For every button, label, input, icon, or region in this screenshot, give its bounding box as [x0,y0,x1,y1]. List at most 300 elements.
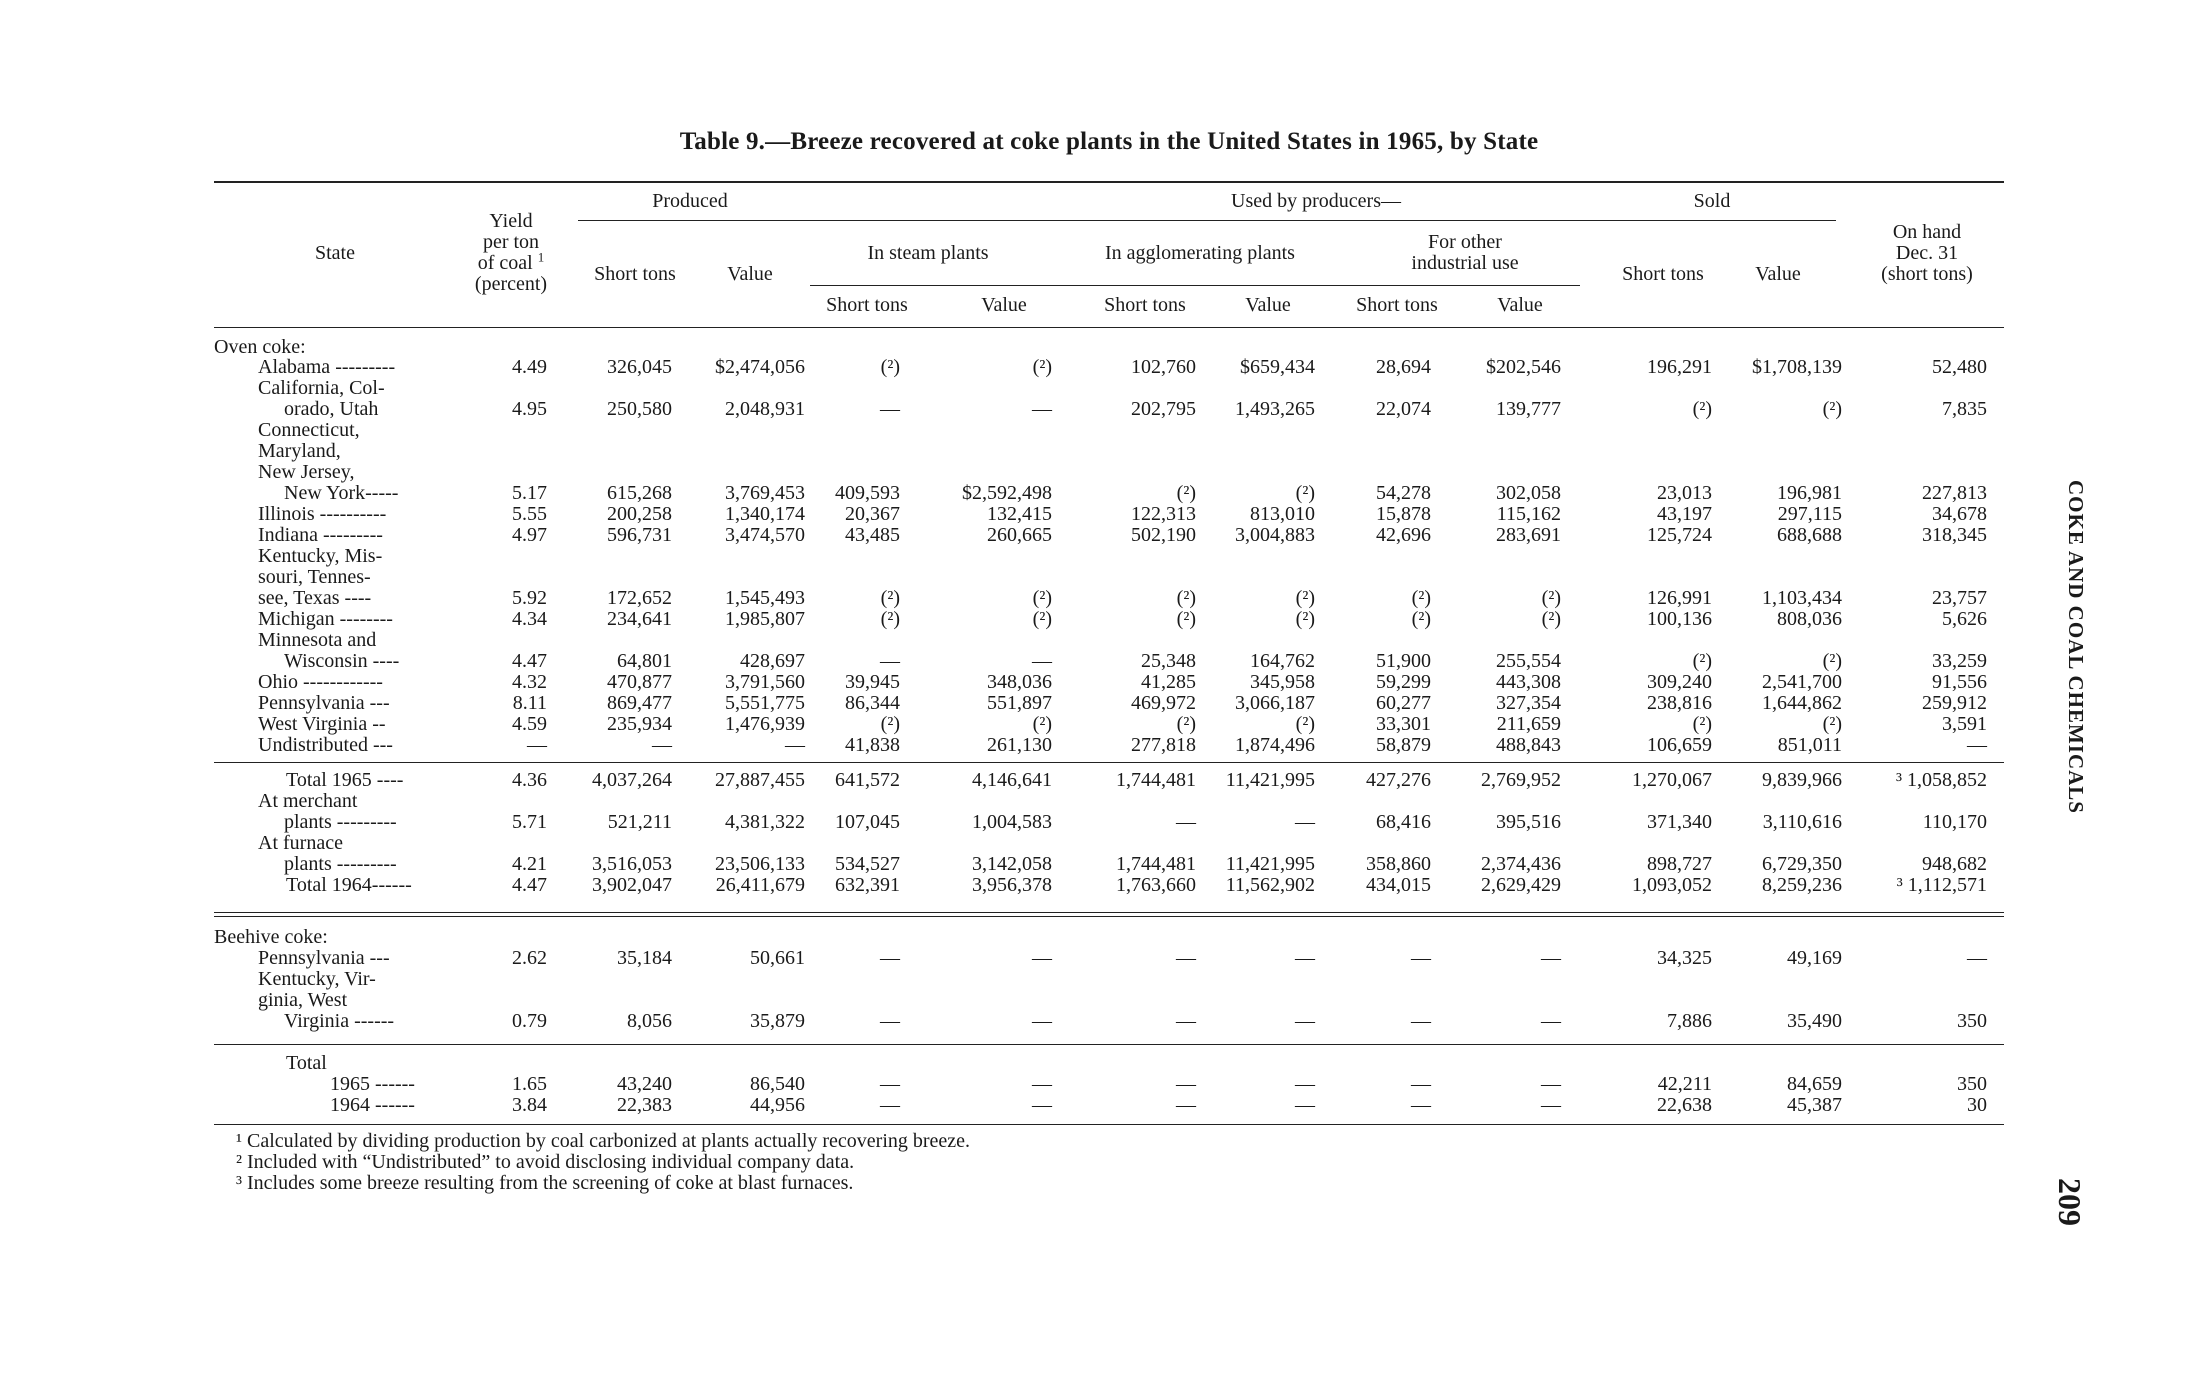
table-cell: (²) [1822,713,1842,735]
table-cell: 3,066,187 [1235,692,1315,714]
table-cell: $2,592,498 [962,482,1052,504]
header-yield-line-3-text: of coal [477,252,533,274]
table-cell: 4.97 [512,524,547,546]
table-cell: 261,130 [987,734,1052,756]
table-cell: 22,383 [617,1094,672,1116]
table-cell: 34,325 [1657,947,1712,969]
table-cell: 9,839,966 [1762,769,1842,791]
table-cell: 521,211 [607,811,672,833]
table-cell: 42,211 [1657,1073,1712,1095]
table-cell: — [880,1073,900,1095]
table-cell: 277,818 [1131,734,1196,756]
table-cell: 5.55 [512,503,547,525]
table-cell: 211,659 [1496,713,1561,735]
table-cell: 86,344 [845,692,900,714]
table-cell: 596,731 [607,524,672,546]
table-cell: 5,551,775 [725,692,805,714]
table-cell: 4.49 [512,356,547,378]
table-cell: (²) [1295,608,1315,630]
table-cell: 91,556 [1932,671,1987,693]
table-cell: 26,411,679 [715,874,805,896]
table-cell: 348,036 [987,671,1052,693]
table-cell: — [1176,1073,1196,1095]
table-cell: 302,058 [1496,482,1561,504]
header-group-underline [578,220,1836,221]
table-cell: 1,093,052 [1632,874,1712,896]
table-cell: 632,391 [835,874,900,896]
table-cell: 1,763,660 [1116,874,1196,896]
table-cell: 49,169 [1787,947,1842,969]
table-cell: 309,240 [1647,671,1712,693]
table-cell: 488,843 [1496,734,1561,756]
table-cell: 164,762 [1250,650,1315,672]
header-for-other-line-1: For other [1428,231,1502,253]
table-cell: 234,641 [607,608,672,630]
table-cell: 4.34 [512,608,547,630]
row-label: Michigan -------- [258,608,393,630]
table-cell: 428,697 [740,650,805,672]
row-label: New Jersey, [258,461,355,483]
row-label: Illinois ---------- [258,503,387,525]
table-cell: — [880,650,900,672]
table-cell: 11,421,995 [1225,853,1315,875]
table-cell: 427,276 [1366,769,1431,791]
table-cell: 502,190 [1131,524,1196,546]
table-cell: (²) [1032,608,1052,630]
header-agglom-short-tons: Short tons [1104,294,1186,316]
footnotes [236,1131,970,1194]
table-cell: — [1176,1094,1196,1116]
table-cell: 60,277 [1376,692,1431,714]
table-cell: 2.62 [512,947,547,969]
table-cell: — [1032,398,1052,420]
table-cell: 255,554 [1496,650,1561,672]
table-cell: 35,184 [617,947,672,969]
row-label: Maryland, [258,440,341,462]
table-cell: — [1411,1094,1431,1116]
table-cell: 100,136 [1647,608,1712,630]
table-cell: 2,374,436 [1481,853,1561,875]
table-cell: 44,956 [750,1094,805,1116]
table-cell: — [1295,1094,1315,1116]
table-cell: ³ 1,112,571 [1896,874,1987,896]
table-cell: — [652,734,672,756]
section-oven-coke: Oven coke: [214,336,306,358]
table-cell: 45,387 [1787,1094,1842,1116]
table-cell: (²) [1541,587,1561,609]
table-cell: 1,004,583 [972,811,1052,833]
table-cell: 35,490 [1787,1010,1842,1032]
table-cell: (²) [1295,587,1315,609]
row-label: Wisconsin ---- [284,650,400,672]
table-cell: 1,744,481 [1116,853,1196,875]
header-yield-line-3 [448,249,574,274]
table-cell: 132,415 [987,503,1052,525]
table-cell: (²) [1295,482,1315,504]
table-cell: 200,258 [607,503,672,525]
table-cell: 1,874,496 [1235,734,1315,756]
header-yield-line-4: (percent) [474,273,548,295]
table-cell: (²) [1176,587,1196,609]
table-cell: 8,259,236 [1762,874,1842,896]
table-cell: 2,048,931 [725,398,805,420]
header-sold: Sold [1693,190,1731,212]
table-cell: 0.79 [512,1010,547,1032]
table-cell: 52,480 [1932,356,1987,378]
table-cell: 3,769,453 [725,482,805,504]
table-cell: 172,652 [607,587,672,609]
table-cell: — [1176,947,1196,969]
table-cell: 33,301 [1376,713,1431,735]
header-yield-footnote-ref: 1 [537,249,545,265]
table-cell: 371,340 [1647,811,1712,833]
table-cell: 107,045 [835,811,900,833]
table-cell: 238,816 [1647,692,1712,714]
row-label: Total 1965 ---- [286,769,404,791]
row-label: Ohio ------------ [258,671,383,693]
table-cell: 4.21 [512,853,547,875]
table-cell: 125,724 [1647,524,1712,546]
table-cell: 102,760 [1131,356,1196,378]
table-cell: 2,769,952 [1481,769,1561,791]
table-cell: 2,629,429 [1481,874,1561,896]
table-cell: — [527,734,547,756]
table-top-rule [214,181,2004,183]
table-cell: 59,299 [1376,671,1431,693]
row-label: New York----- [284,482,399,504]
row-label: California, Col- [258,377,385,399]
table-cell: 122,313 [1131,503,1196,525]
table-cell: (²) [880,608,900,630]
table-cell: 4,146,641 [972,769,1052,791]
table-title: Table 9.—Breeze recovered at coke plants in the United States in 1965, by State [679,128,1539,155]
table-cell: 35,879 [750,1010,805,1032]
table-cell: 202,795 [1131,398,1196,420]
table-cell: 3,516,053 [592,853,672,875]
row-label: 1965 ------ [330,1073,415,1095]
table-cell: 3,791,560 [725,671,805,693]
table-cell: 4.47 [512,874,547,896]
row-label: West Virginia -- [258,713,386,735]
row-label: Undistributed --- [258,734,393,756]
table-cell: — [1411,1010,1431,1032]
table-cell: 283,691 [1496,524,1561,546]
table-cell: 615,268 [607,482,672,504]
table-cell: 23,506,133 [715,853,805,875]
table-cell: 869,477 [607,692,672,714]
table-cell: — [880,1010,900,1032]
header-agglom-value: Value [1245,294,1291,316]
table-cell: 1,644,862 [1762,692,1842,714]
table-cell: $1,708,139 [1752,356,1842,378]
row-label: plants --------- [284,853,397,875]
table-cell: 4.47 [512,650,547,672]
table-cell: (²) [1411,587,1431,609]
table-cell: 43,485 [845,524,900,546]
table-cell: 41,838 [845,734,900,756]
table-cell: 58,879 [1376,734,1431,756]
table-cell: — [1032,650,1052,672]
table-cell: (²) [880,713,900,735]
table-cell: 4.36 [512,769,547,791]
row-label: At furnace [258,832,343,854]
table-cell: 395,516 [1496,811,1561,833]
table-cell: — [1541,947,1561,969]
table-cell: (²) [1176,713,1196,735]
table-cell: — [1032,1094,1052,1116]
header-produced: Produced [652,190,728,212]
row-label: souri, Tennes- [258,566,371,588]
table-cell: — [1176,1010,1196,1032]
header-used-by-producers: Used by producers— [1231,190,1401,212]
table-cell: 43,197 [1657,503,1712,525]
table-cell: 1,476,939 [725,713,805,735]
table-cell: 1.65 [512,1073,547,1095]
table-cell: (²) [1032,356,1052,378]
header-for-other-industrial-use [1360,232,1570,274]
header-on-hand-line-2: Dec. 31 [1895,242,1959,264]
table-cell: (²) [1822,398,1842,420]
table-cell: — [1032,1010,1052,1032]
table-cell: 4,037,264 [592,769,672,791]
header-yield-line-1: Yield [489,210,533,232]
table-cell: 7,835 [1942,398,1987,420]
header-bottom-rule [214,327,2004,328]
row-label: Kentucky, Mis- [258,545,383,567]
table-cell: — [1967,734,1987,756]
header-in-agglomerating-plants: In agglomerating plants [1105,242,1295,264]
table-cell: 1,340,174 [725,503,805,525]
table-cell: — [880,1094,900,1116]
table-cell: 851,011 [1777,734,1842,756]
row-label: Minnesota and [258,629,377,651]
table-cell: 39,945 [845,671,900,693]
header-for-other-line-2: industrial use [1411,252,1519,274]
table-cell: 260,665 [987,524,1052,546]
row-label: Indiana --------- [258,524,383,546]
table-cell: — [785,734,805,756]
table-cell: 227,813 [1922,482,1987,504]
beehive-total-separator [214,1044,2004,1045]
table-cell: — [1967,947,1987,969]
table-cell: 1,103,434 [1762,587,1842,609]
table-cell: 259,912 [1922,692,1987,714]
table-cell: 327,354 [1496,692,1561,714]
table-cell: 297,115 [1777,503,1842,525]
table-cell: 3,902,047 [592,874,672,896]
table-cell: 409,593 [835,482,900,504]
table-cell: (²) [1176,608,1196,630]
header-subgroup-underline [810,285,1580,286]
table-cell: 5.92 [512,587,547,609]
table-cell: 139,777 [1496,398,1561,420]
running-head: COKE AND COAL CHEMICALS [2064,480,2088,814]
header-produced-value: Value [727,263,773,285]
table-cell: ³ 1,058,852 [1896,769,1987,791]
table-cell: 106,659 [1647,734,1712,756]
table-cell: (²) [1541,608,1561,630]
table-cell: — [1295,1073,1315,1095]
table-cell: — [880,398,900,420]
table-cell: — [1032,947,1052,969]
header-in-steam-plants: In steam plants [867,242,989,264]
table-cell: — [1295,811,1315,833]
table-cell: 469,972 [1131,692,1196,714]
table-cell: 126,991 [1647,587,1712,609]
table-cell: — [1411,1073,1431,1095]
table-cell: 51,900 [1376,650,1431,672]
header-other-short-tons: Short tons [1356,294,1438,316]
table-cell: 22,638 [1657,1094,1712,1116]
table-cell: — [1541,1094,1561,1116]
header-steam-value: Value [981,294,1027,316]
page-number: 209 [2052,1178,2088,1226]
table-cell: 43,240 [617,1073,672,1095]
table-cell: 115,162 [1496,503,1561,525]
table-cell: 23,757 [1932,587,1987,609]
table-cell: 23,013 [1657,482,1712,504]
table-cell: 7,886 [1667,1010,1712,1032]
table-cell: — [1032,1073,1052,1095]
table-cell: (²) [1692,650,1712,672]
table-cell: 25,348 [1141,650,1196,672]
table-cell: 3.84 [512,1094,547,1116]
table-cell: 470,877 [607,671,672,693]
table-cell: 534,527 [835,853,900,875]
header-steam-short-tons: Short tons [826,294,908,316]
row-label: At merchant [258,790,358,812]
table-cell: 235,934 [607,713,672,735]
table-cell: (²) [880,356,900,378]
table-cell: 813,010 [1250,503,1315,525]
table-cell: 5,626 [1942,608,1987,630]
header-on-hand [1862,222,1992,285]
table-cell: 1,545,493 [725,587,805,609]
table-cell: 898,727 [1647,853,1712,875]
table-cell: 8.11 [512,692,547,714]
row-label: plants --------- [284,811,397,833]
table-cell: 196,981 [1777,482,1842,504]
table-cell: 434,015 [1366,874,1431,896]
table-cell: 345,958 [1250,671,1315,693]
table-cell: 2,541,700 [1762,671,1842,693]
table-cell: 3,110,616 [1762,811,1842,833]
section-beehive-coke: Beehive coke: [214,926,328,948]
row-label: Alabama --------- [258,356,396,378]
row-label: Virginia ------ [284,1010,395,1032]
table-cell: 8,056 [627,1010,672,1032]
oven-beehive-separator [214,912,2004,917]
table-cell: 4.59 [512,713,547,735]
table-cell: 1,744,481 [1116,769,1196,791]
table-cell: 4,381,322 [725,811,805,833]
table-cell: (²) [1411,608,1431,630]
table-cell: — [1295,1010,1315,1032]
table-cell: 110,170 [1922,811,1987,833]
row-label: Kentucky, Vir- [258,968,376,990]
table-cell: 196,291 [1647,356,1712,378]
table-cell: 4.32 [512,671,547,693]
table-cell: 1,985,807 [725,608,805,630]
table-cell: 68,416 [1376,811,1431,833]
table-cell: 86,540 [750,1073,805,1095]
table-cell: $2,474,056 [715,356,805,378]
table-cell: — [1176,811,1196,833]
table-cell: 3,591 [1942,713,1987,735]
table-cell: 250,580 [607,398,672,420]
table-cell: 318,345 [1922,524,1987,546]
header-yield-line-2: per ton [482,231,540,253]
table-cell: 41,285 [1141,671,1196,693]
table-cell: 30 [1967,1094,1987,1116]
table-cell: (²) [880,587,900,609]
table-cell: 326,045 [607,356,672,378]
table-cell: 84,659 [1787,1073,1842,1095]
row-label: Total 1964------ [286,874,412,896]
row-label: Pennsylvania --- [258,692,390,714]
header-on-hand-line-3: (short tons) [1881,263,1973,285]
table-cell: 551,897 [987,692,1052,714]
table-cell: $202,546 [1486,356,1561,378]
table-cell: 42,696 [1376,524,1431,546]
table-cell: (²) [1822,650,1842,672]
table-cell: 54,278 [1376,482,1431,504]
table-cell: 350 [1957,1010,1987,1032]
table-cell: — [1411,947,1431,969]
header-produced-short-tons: Short tons [594,263,676,285]
header-sold-value: Value [1755,263,1801,285]
row-label: ginia, West [258,989,348,1011]
table-cell: 641,572 [835,769,900,791]
table-cell: — [1541,1073,1561,1095]
table-cell: 20,367 [845,503,900,525]
row-label: see, Texas ---- [258,587,372,609]
row-label: Connecticut, [258,419,360,441]
row-label: orado, Utah [284,398,379,420]
table-cell: 34,678 [1932,503,1987,525]
table-cell: 3,956,378 [972,874,1052,896]
table-cell: 15,878 [1376,503,1431,525]
table-cell: 5.71 [512,811,547,833]
header-other-value: Value [1497,294,1543,316]
header-yield [448,211,574,295]
table-cell: 11,562,902 [1225,874,1315,896]
table-cell: 4.95 [512,398,547,420]
table-cell: — [880,947,900,969]
table-cell: 808,036 [1777,608,1842,630]
table-cell: 3,004,883 [1235,524,1315,546]
table-cell: 22,074 [1376,398,1431,420]
table-cell: (²) [1032,587,1052,609]
table-cell: 64,801 [617,650,672,672]
header-sold-short-tons: Short tons [1622,263,1704,285]
header-on-hand-line-1: On hand [1892,221,1962,243]
table-cell: (²) [1295,713,1315,735]
table-cell: 50,661 [750,947,805,969]
table-cell: 33,259 [1932,650,1987,672]
row-label: Pennsylvania --- [258,947,390,969]
header-state: State [315,242,355,264]
table-cell: — [1295,947,1315,969]
table-cell: 1,270,067 [1632,769,1712,791]
table-cell: — [1541,1010,1561,1032]
table-cell: (²) [1692,398,1712,420]
table-bottom-rule [214,1124,2004,1125]
table-cell: 27,887,455 [715,769,805,791]
table-cell: 3,474,570 [725,524,805,546]
table-cell: (²) [1176,482,1196,504]
table-cell: 948,682 [1922,853,1987,875]
